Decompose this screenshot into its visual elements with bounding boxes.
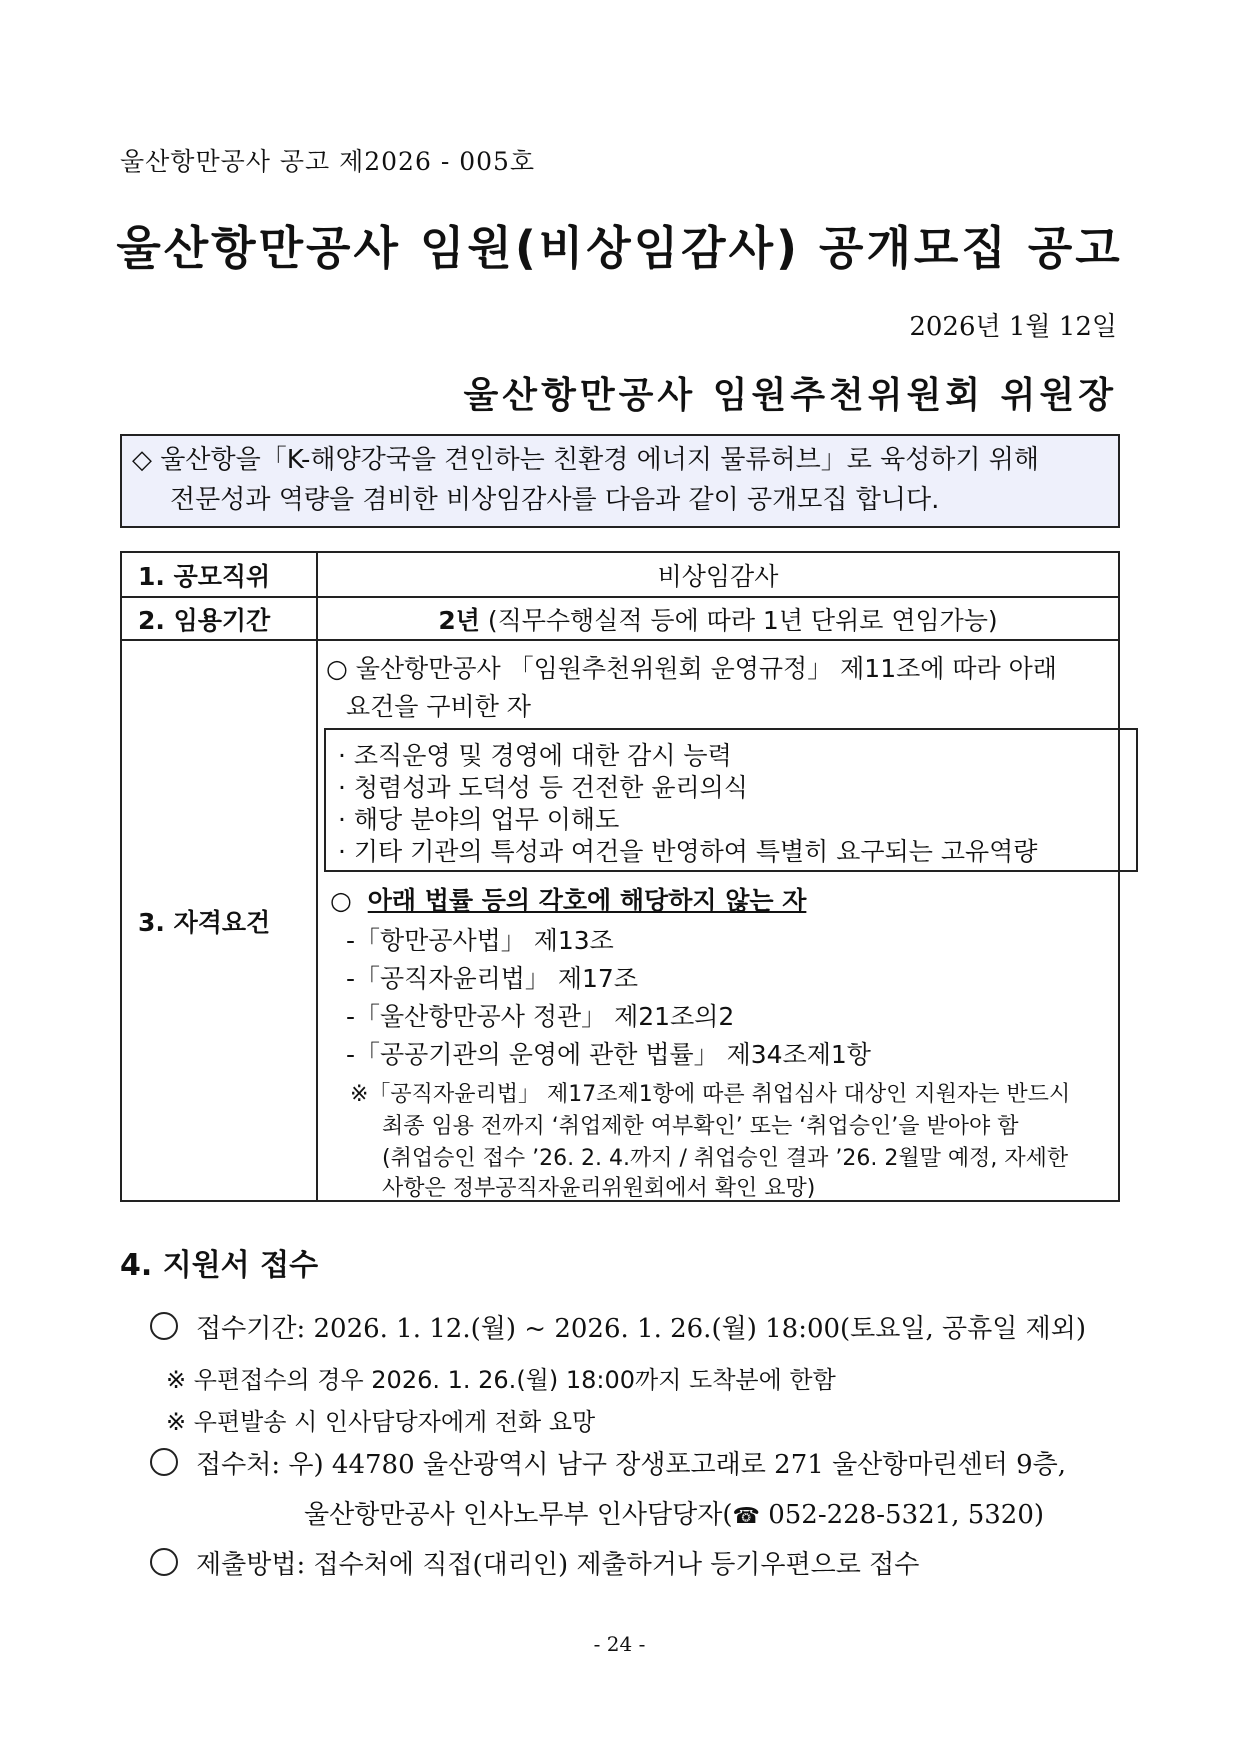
- qualification-cell: [317, 640, 1119, 1201]
- phone-note: ※ 우편발송 시 인사담당자에게 전화 요망: [166, 1408, 596, 1436]
- list-item: · 기타 기관의 특성과 여건을 반영하여 특별히 요구되는 고유역량: [338, 837, 1038, 866]
- qualification-label: 3. 자격요건: [121, 640, 317, 1201]
- list-item: · 해당 분야의 업무 이해도: [338, 805, 620, 834]
- law-heading: ○ 아래 법률 등의 각호에 해당하지 않는 자: [330, 886, 807, 915]
- page-number: - 24 -: [593, 1632, 646, 1656]
- circle-bullet-icon: [150, 1312, 178, 1340]
- note-line: 사항은 정부공직자윤리위원회에서 확인 요망): [382, 1176, 816, 1201]
- application-period: 접수기간: 2026. 1. 12.(월) ~ 2026. 1. 26.(월) 18:00(토요일, 공휴일 제외): [150, 1308, 1086, 1345]
- table-row: [121, 640, 1119, 1201]
- table-row: [121, 552, 1119, 597]
- notice-date: 2026년 1월 12일: [909, 312, 1117, 342]
- phone-icon: ☎: [732, 1504, 760, 1529]
- circle-bullet-icon: [150, 1448, 178, 1476]
- note-line: (취업승인 접수 ’26. 2. 4.까지 / 취업승인 결과 ’26. 2월말 예정, 자세한: [382, 1146, 1069, 1171]
- term-value: 2년 (직무수행실적 등에 따라 1년 단위로 연임가능): [317, 597, 1119, 640]
- diamond-icon: ◇: [132, 445, 152, 475]
- law-item: -「항만공사법」 제13조: [346, 926, 614, 955]
- law-item: -「공직자윤리법」 제17조: [346, 964, 638, 993]
- note-line: ※「공직자윤리법」 제17조제1항에 따른 취업심사 대상인 지원자는 반드시: [350, 1082, 1071, 1107]
- list-item: · 청렴성과 도덕성 등 건전한 윤리의식: [338, 773, 748, 802]
- qualification-intro-line-1: ○ 울산항만공사 「임원추천위원회 운영규정」 제11조에 따라 아래: [326, 654, 1057, 683]
- requirements-table: [120, 551, 1120, 1202]
- note-line: 최종 임용 전까지 ‘취업제한 여부확인’ 또는 ‘취업승인’을 받아야 함: [382, 1114, 1019, 1139]
- intro-line-2: 전문성과 역량을 겸비한 비상임감사를 다음과 같이 공개모집 합니다.: [170, 485, 940, 515]
- position-label: 1. 공모직위: [121, 552, 317, 597]
- competency-box: [324, 728, 1138, 872]
- submission-method: 제출방법: 접수처에 직접(대리인) 제출하거나 등기우편으로 접수: [150, 1544, 919, 1581]
- law-item: -「공공기관의 운영에 관한 법률」 제34조제1항: [346, 1040, 871, 1069]
- position-value: 비상임감사: [317, 552, 1119, 597]
- contact-person: 울산항만공사 인사노무부 인사담당자(☎ 052-228-5321, 5320): [304, 1500, 1045, 1530]
- postal-note: ※ 우편접수의 경우 2026. 1. 26.(월) 18:00까지 도착분에 한함: [166, 1366, 836, 1394]
- notice-number: 울산항만공사 공고 제2026 - 005호: [120, 147, 536, 176]
- application-address: 접수처: 우) 44780 울산광역시 남구 장생포고래로 271 울산항마린센터 9층,: [150, 1444, 1066, 1481]
- circle-bullet-icon: [150, 1548, 178, 1576]
- term-label: 2. 임용기간: [121, 597, 317, 640]
- section-heading: 4. 지원서 접수: [120, 1248, 319, 1283]
- law-item: -「울산항만공사 정관」 제21조의2: [346, 1002, 735, 1031]
- issuer: 울산항만공사 임원추천위원회 위원장: [463, 375, 1117, 416]
- intro-box: [120, 434, 1120, 528]
- qualification-intro-line-2: 요건을 구비한 자: [346, 692, 531, 721]
- list-item: · 조직운영 및 경영에 대한 감시 능력: [338, 741, 732, 770]
- page-title: 울산항만공사 임원(비상임감사) 공개모집 공고: [116, 221, 1123, 275]
- intro-line-1: ◇ 울산항을「K-해양강국을 견인하는 친환경 에너지 물류허브」로 육성하기 위해: [132, 445, 1040, 475]
- table-row: [121, 597, 1119, 640]
